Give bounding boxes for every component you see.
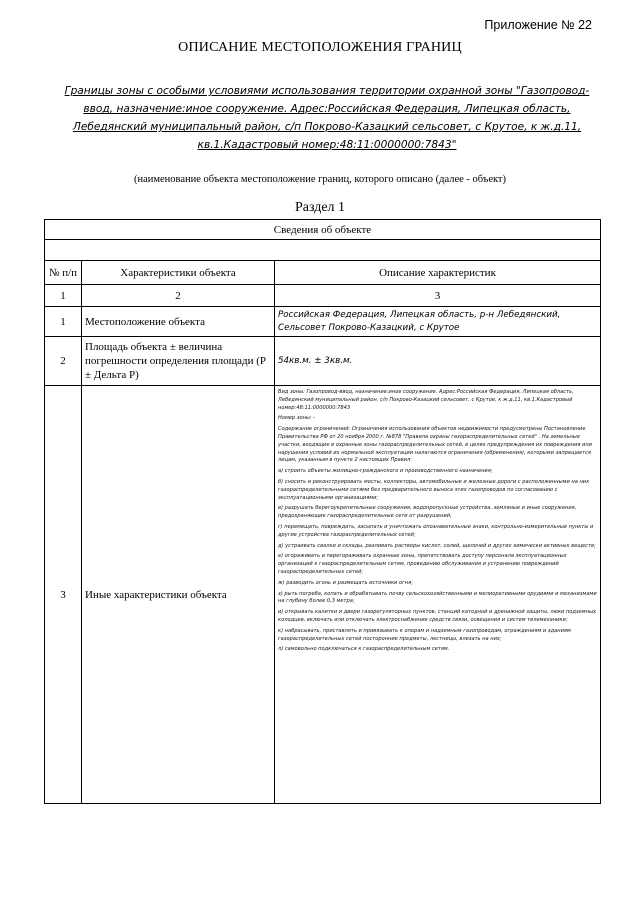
zone-description: Границы зоны с особыми условиями использования территории охранной зоны "Газопровод-ввод, назначение:иное сооружение. Адрес:Российская Федерация, Липецкая область, Лебедянский муниципальный район, с/п Покрово-Казацкий сельсовет, с Крутое, к ж.д.11, кв.1.Кадастровый номер:48:11:0000000:7843" bbox=[64, 85, 590, 151]
characteristic-label: Иные характеристики объекта bbox=[82, 386, 275, 804]
column-index-row bbox=[45, 285, 601, 307]
paragraph: Номер зоны: - bbox=[278, 415, 316, 422]
row-number: 1 bbox=[45, 307, 82, 337]
row-number: 2 bbox=[45, 337, 82, 386]
paragraph: в) разрушать берегоукрепительные сооружения, водопропускные устройства, земляные и иные сооружения, предохраняющие газораспределительные сети от разрушений; bbox=[278, 505, 577, 520]
table-header: Сведения об объекте bbox=[45, 220, 601, 240]
paragraph: з) рыть погреба, копать и обрабатывать почву сельскохозяйственными и мелиоративными орудиями и механизмами на глубину более 0,3 метра; bbox=[278, 590, 597, 605]
paragraph: ж) разводить огонь и размещать источники огня; bbox=[278, 579, 413, 586]
row-number: 3 bbox=[45, 386, 82, 804]
column-index-2: 2 bbox=[82, 285, 275, 307]
table-spacer-row bbox=[45, 240, 601, 261]
table-spacer-cell bbox=[45, 240, 601, 261]
paragraph: а) строить объекты жилищно-гражданского и производственного назначения; bbox=[278, 468, 493, 475]
paragraph: л) самовольно подключаться к газораспределительным сетям. bbox=[278, 646, 450, 653]
paragraph: Вид зоны: Газопровод-ввод, назначение:иное сооружение. Адрес:Российская Федерация, Липецкая область, Лебедянский муниципальный район, с/п Покрово-Казацкий сельсовет, с Крутое, к ж.д.11, кв.1.Кадастровый номер:48:11:0000000:7843 bbox=[278, 389, 574, 411]
annex-number: Приложение № 22 bbox=[484, 18, 592, 32]
paragraph: д) устраивать свалки и склады, разливать растворы кислот, солей, щелочей и других химически активных веществ; bbox=[278, 542, 596, 549]
table-row bbox=[45, 386, 601, 804]
characteristic-value: 54кв.м. ± 3кв.м. bbox=[275, 337, 601, 386]
table-header-row bbox=[45, 220, 601, 240]
table-row bbox=[45, 337, 601, 386]
object-info-table bbox=[44, 219, 601, 804]
table-row bbox=[45, 307, 601, 337]
paragraph: е) огораживать и перегораживать охранные зоны, препятствовать доступу персонала эксплуатационных организаций к газораспределительным сетям, проведению обслуживания и устранению повреждений газораспределительных сетей; bbox=[278, 553, 567, 575]
document-title: ОПИСАНИЕ МЕСТОПОЛОЖЕНИЯ ГРАНИЦ bbox=[178, 40, 462, 55]
characteristic-value: Российская Федерация, Липецкая область, р-н Лебедянский, Сельсовет Покрово-Казацкий, с Крутое bbox=[275, 307, 601, 337]
paragraph: г) перемещать, повреждать, засыпать и уничтожать опознавательные знаки, контрольно-измерительные пункты и другие устройства газораспределительных сетей; bbox=[278, 523, 594, 538]
section-title: Раздел 1 bbox=[294, 200, 346, 215]
characteristic-value bbox=[275, 386, 601, 804]
column-header-description: Описание характеристик bbox=[275, 261, 601, 285]
characteristic-label: Местоположение объекта bbox=[82, 307, 275, 337]
paragraph: б) сносить и реконструировать мосты, коллекторы, автомобильные и железные дороги с расположенными на них газораспределительными сетями без предварительного выноса этих газопроводов по согласованию с эксплуатационными организациями; bbox=[278, 478, 590, 501]
column-index-1: 1 bbox=[45, 285, 82, 307]
paragraph: к) набрасывать, приставлять и привязывать к опорам и надземным газопроводам, ограждениям и зданиям газораспределительных сетей посторонние предметы, лестницы, влезать на них; bbox=[278, 627, 571, 642]
column-header-number: № п/п bbox=[45, 261, 82, 285]
column-header-characteristics: Характеристики объекта bbox=[82, 261, 275, 285]
characteristic-label: Площадь объекта ± величина погрешности определения площади (Р ± Дельта Р) bbox=[82, 337, 275, 386]
column-headers-row bbox=[45, 261, 601, 285]
paragraph: и) открывать калитки и двери газорегуляторных пунктов, станций катодной и дренажной защиты, люки подземных колодцев, включать или отключать электроснабжение средств связи, освещения и систем телемеханики; bbox=[278, 609, 596, 623]
paragraph: Содержание ограничений: Ограничения использования объектов недвижимости предусмотрены Постановление Правительства РФ от 20 ноября 2000 г. №878 "Правила охраны газораспределительных сетей" . На земельные участки, входящие в охранные зоны газораспределительных сетей, в целях предупреждения их повреждения или нарушения условий их нормальной эксплуатации налагаются ограничения (обременения), которыми запрещается лицам, указанным в пункте 2 настоящих Правил: bbox=[278, 426, 592, 464]
object-caption: (наименование объекта местоположение границ, которого описано (далее - объект) bbox=[133, 174, 507, 185]
column-index-3: 3 bbox=[275, 285, 601, 307]
